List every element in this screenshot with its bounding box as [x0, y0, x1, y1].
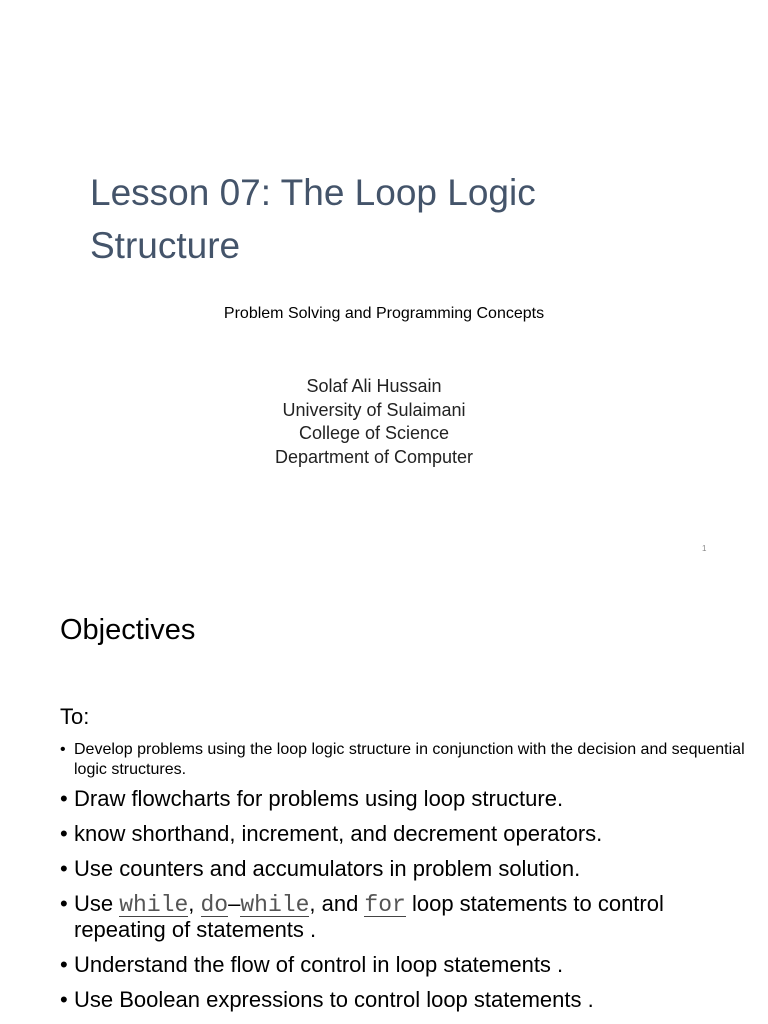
college-name: College of Science [298, 423, 450, 443]
author-block [0, 375, 748, 469]
author-name: Solaf Ali Hussain [306, 376, 442, 396]
list-item: • Use counters and accumulators in problem solution. [60, 856, 750, 881]
code-for: for [364, 892, 406, 918]
code-do: do [200, 892, 229, 918]
code-while: while [240, 892, 310, 918]
slide-number: 1 [702, 544, 707, 553]
code-while: while [119, 892, 189, 918]
list-item: • know shorthand, increment, and decrement operators. [60, 821, 750, 846]
bullet-text: , and [309, 891, 365, 916]
department-name: Department of Computer [274, 446, 474, 467]
bullet-text: – [228, 891, 241, 916]
bullet-text: , [188, 891, 201, 916]
objectives-intro: To: [60, 704, 90, 729]
list-item: • Use Boolean expressions to control loop statements . [60, 987, 750, 1012]
list-item: • Develop problems using the loop logic structure in conjunction with the decision and sequential logic structures. [60, 740, 750, 780]
university-name: University of Sulaimani [282, 399, 466, 420]
list-item [60, 891, 750, 942]
list-item: • Draw flowcharts for problems using loop structure. [60, 786, 750, 811]
course-subtitle: Problem Solving and Programming Concepts [223, 305, 545, 322]
objectives-slide [0, 576, 768, 1024]
bullet-text: Use [74, 891, 120, 916]
title-line-2: Structure [90, 225, 241, 266]
title-line-1: Lesson 07: The Loop Logic [90, 172, 536, 213]
list-item: • Understand the flow of control in loop statements . [60, 952, 750, 977]
objectives-list [60, 740, 750, 1022]
objectives-title: Objectives [60, 614, 196, 646]
bullet-text: loop statements to control repeating of statements . [74, 891, 664, 942]
slide-title [90, 166, 650, 272]
